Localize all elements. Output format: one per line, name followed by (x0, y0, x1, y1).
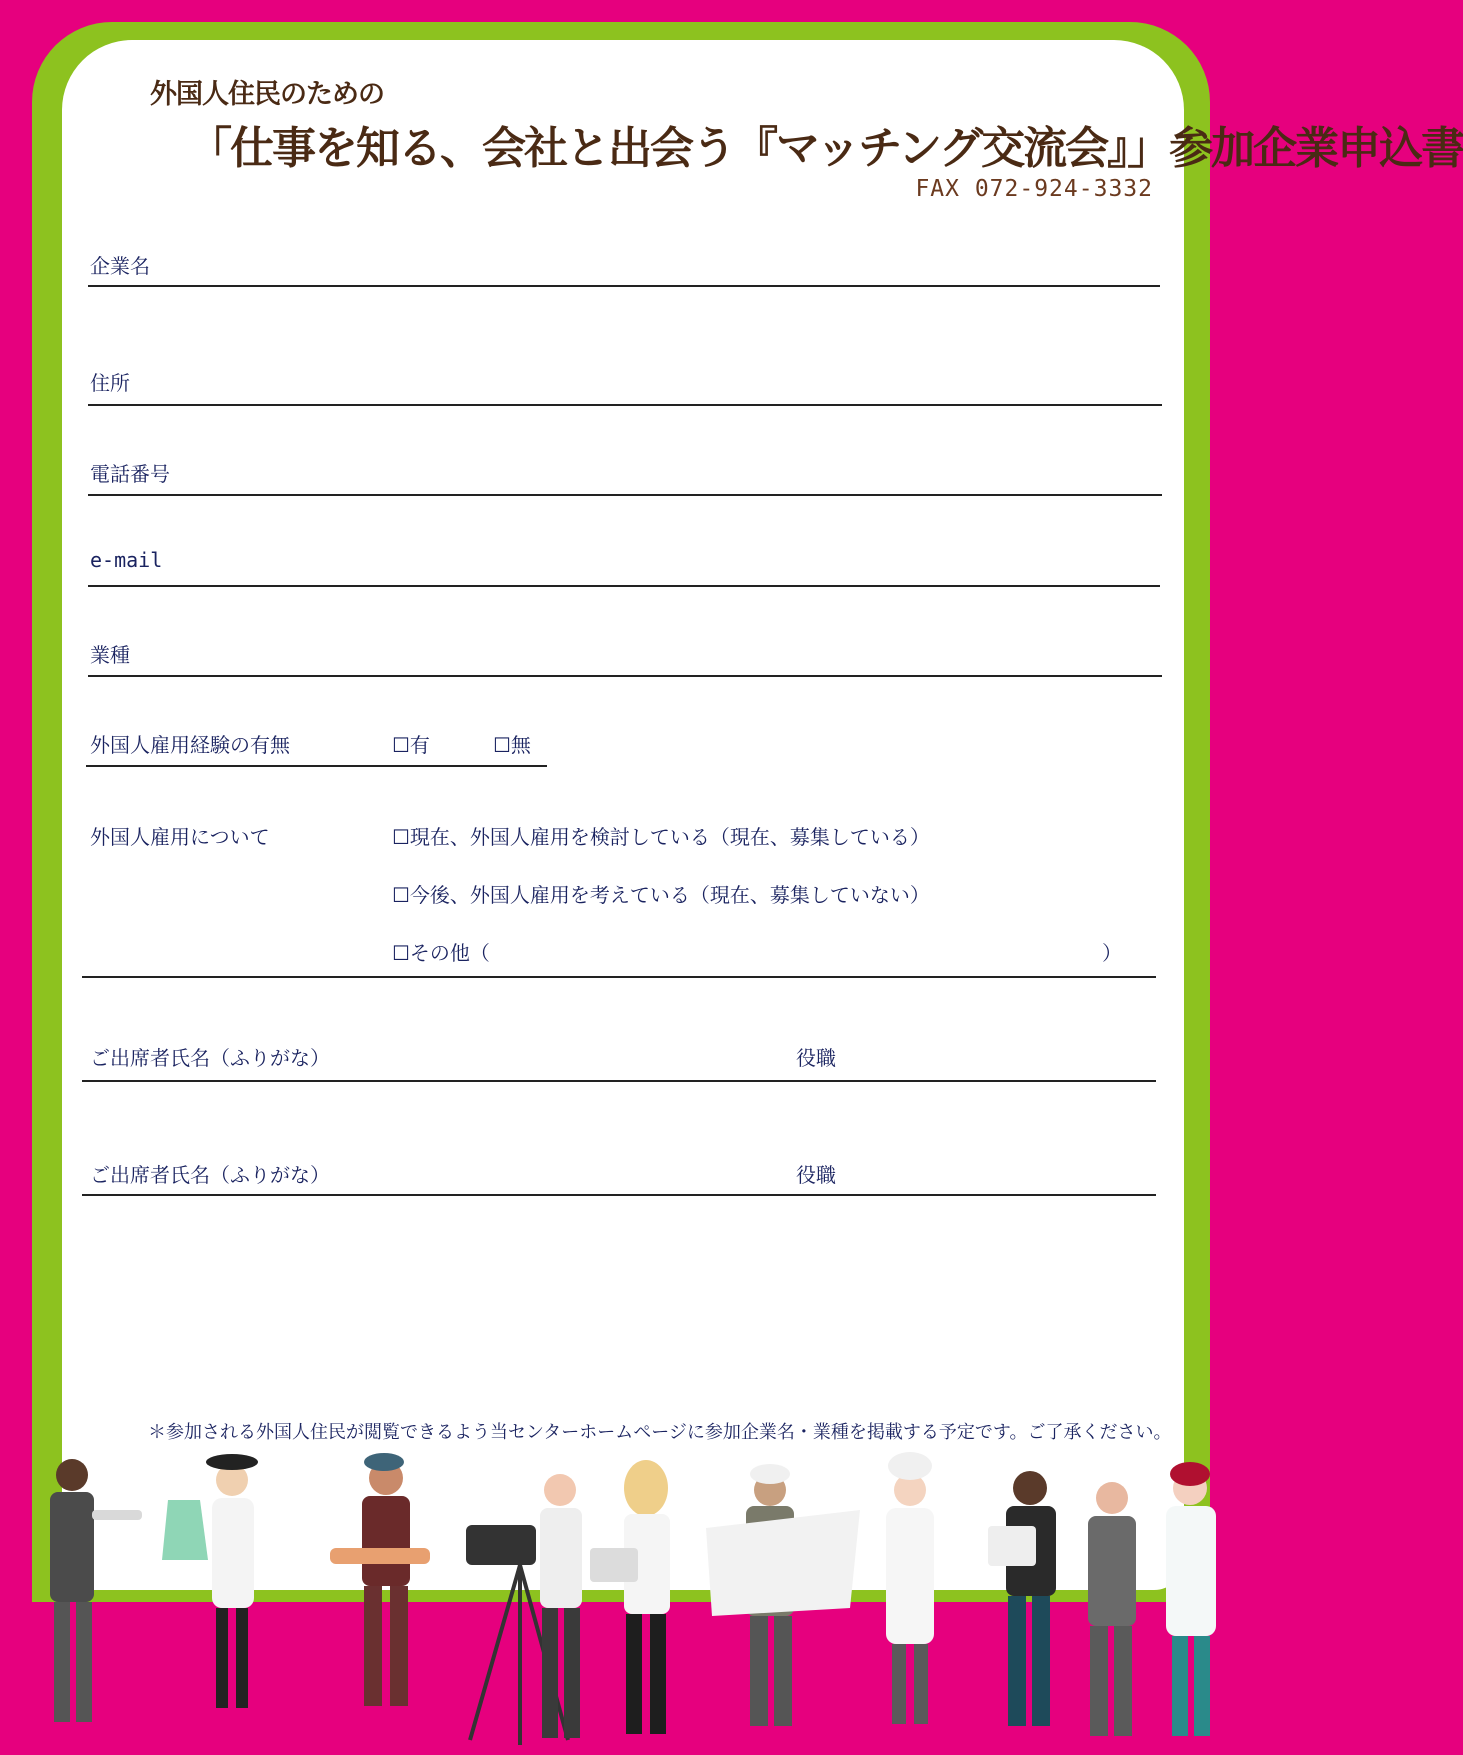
industry-label: 業種 (90, 643, 130, 667)
employment-option-current[interactable]: ☐現在、外国人雇用を検討している（現在、募集している） (392, 825, 930, 849)
worker-figure (886, 1452, 934, 1724)
experience-yes-checkbox[interactable]: ☐有 (392, 733, 430, 757)
worker-figure (330, 1453, 430, 1706)
experience-label: 外国人雇用経験の有無 (90, 733, 290, 757)
attendee2-label: ご出席者氏名（ふりがな） (90, 1163, 330, 1187)
worker-figure (540, 1474, 582, 1738)
footnote: ＊参加される外国人住民が閲覧できるよう当センターホームページに参加企業名・業種を掲載する予定です。ご了承ください。 (148, 1422, 1172, 1443)
employment-rule (82, 976, 1156, 978)
phone-label: 電話番号 (90, 462, 170, 486)
worker-figure (706, 1464, 860, 1726)
subtitle: 外国人住民のための (150, 79, 384, 110)
worker-figure (162, 1454, 258, 1708)
email-field[interactable] (88, 585, 1160, 587)
attendee1-label: ご出席者氏名（ふりがな） (90, 1046, 330, 1070)
employment-label: 外国人雇用について (90, 825, 270, 849)
worker-figure (1166, 1462, 1216, 1736)
attendee1-field[interactable] (82, 1080, 1156, 1082)
address-label: 住所 (90, 371, 130, 395)
employment-option-other[interactable]: ☐その他（ (392, 941, 490, 965)
workers-illustration (0, 1440, 1241, 1755)
experience-no-checkbox[interactable]: ☐無 (493, 733, 531, 757)
attendee2-field[interactable] (82, 1194, 1156, 1196)
experience-rule (86, 765, 547, 767)
email-label: e-mail (90, 548, 163, 572)
employment-option-future[interactable]: ☐今後、外国人雇用を考えている（現在、募集していない） (392, 883, 930, 907)
employment-other-close: ） (1102, 941, 1122, 965)
worker-figure (50, 1459, 142, 1722)
phone-field[interactable] (88, 494, 1162, 496)
company-label: 企業名 (90, 254, 150, 278)
fax-number: FAX 072-924-3332 (915, 176, 1153, 202)
attendee1-position-label: 役職 (796, 1046, 836, 1070)
worker-figure (988, 1471, 1056, 1726)
form-panel (62, 40, 1184, 1590)
address-field[interactable] (88, 404, 1162, 406)
company-field[interactable] (88, 285, 1160, 287)
worker-figure (590, 1460, 670, 1734)
page-title: 「仕事を知る、会社と出会う『マッチング交流会』」参加企業申込書 (188, 123, 1463, 174)
worker-figure (1088, 1482, 1136, 1736)
attendee2-position-label: 役職 (796, 1163, 836, 1187)
industry-field[interactable] (88, 675, 1162, 677)
